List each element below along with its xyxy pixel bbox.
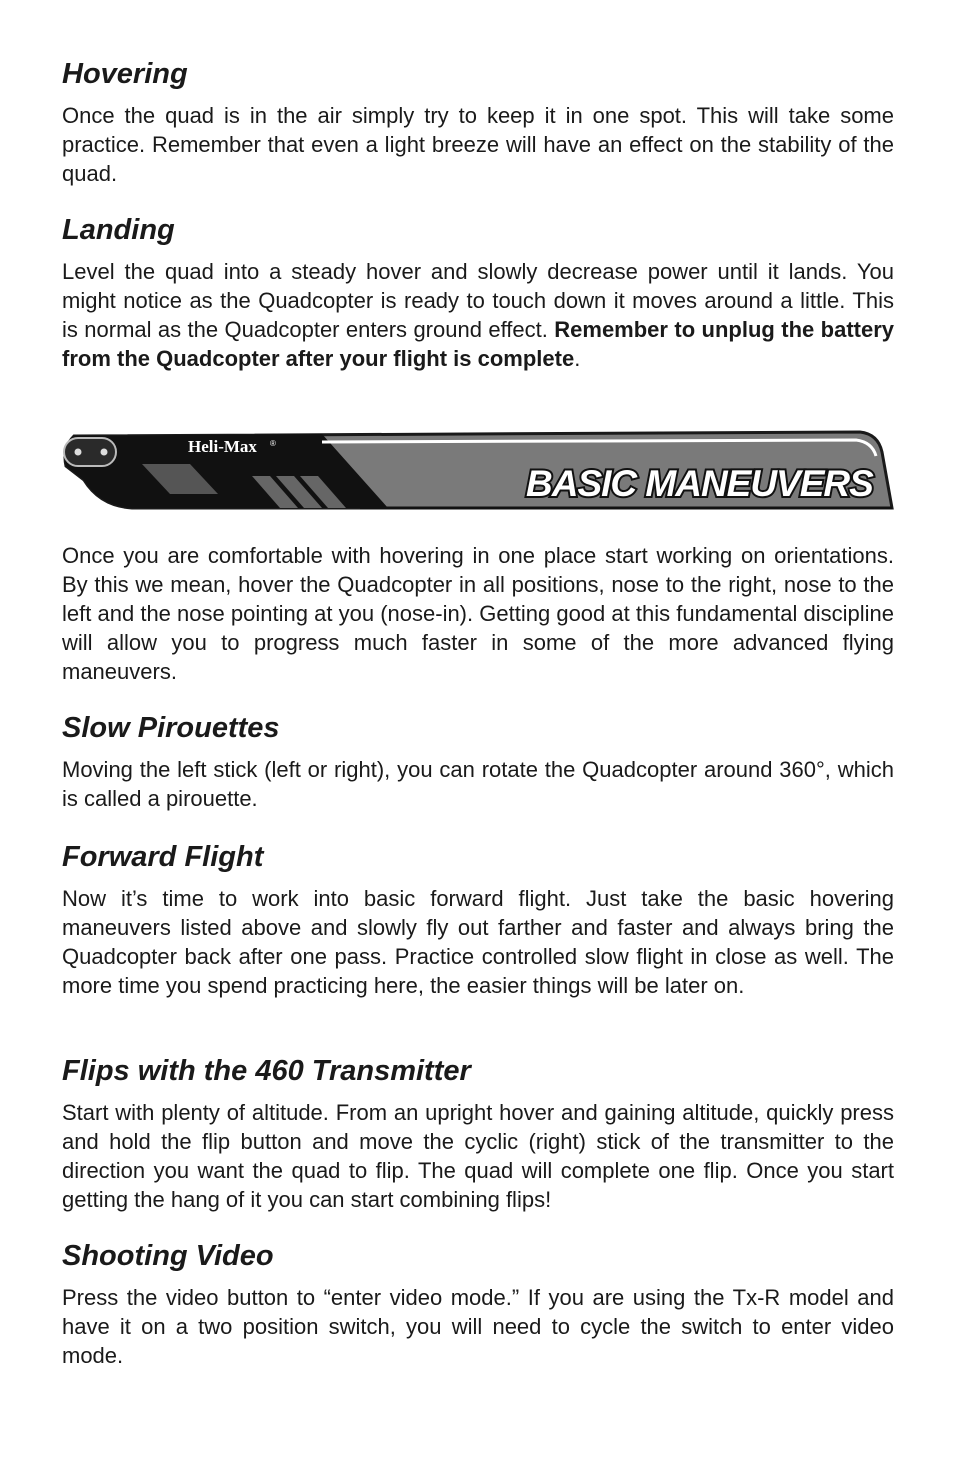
- banner-title: BASIC MANEUVERS: [526, 463, 873, 504]
- section-body: Once you are comfortable with hovering in one place start working on orientations. By this we mean, hover the Quadcopter in all positions, nose to the right, nose to the left and the nose pointing at you (nose-in). Getting good at this fundamental discipline will allow you to progress much faster in some of the more advanced flying maneuvers.: [62, 543, 894, 684]
- section-flips: [62, 1053, 894, 1214]
- landing-body-text: Level the quad into a steady hover and slowly decrease power until it lands. You might notice as the Quadcopter is ready to touch down it moves around a little. This is normal as the Quadcopter enters ground effect.: [62, 259, 894, 342]
- registered-mark: ®: [270, 439, 276, 448]
- section-pirouettes: [62, 710, 894, 813]
- section-title: Shooting Video: [62, 1240, 274, 1272]
- section-shooting-video: [62, 1238, 894, 1370]
- section-body: Press the video button to “enter video mode.” If you are using the Tx-R model and have it on a two position switch, you will need to cycle the switch to enter video mode.: [62, 1285, 894, 1368]
- section-title: Flips with the 460 Transmitter: [62, 1055, 471, 1087]
- section-body: [62, 257, 894, 373]
- section-forward-flight: [62, 839, 894, 1000]
- section-body: Start with plenty of altitude. From an upright hover and gaining altitude, quickly press and hold the flip button and move the cyclic (right) stick of the transmitter to the direction you want the quad to flip. The quad will complete one flip. Once you start getting the hang of it you can start combining flips!: [62, 1100, 894, 1212]
- section-title: Forward Flight: [62, 841, 264, 873]
- section-body: Once the quad is in the air simply try to keep it in one spot. This will take some practice. Remember that even a light breeze will have an effect on the stability of the quad.: [62, 103, 894, 186]
- landing-body-end: .: [574, 346, 581, 371]
- section-banner: [60, 428, 894, 512]
- section-title: Slow Pirouettes: [62, 712, 280, 744]
- section-title: Landing: [62, 214, 175, 246]
- section-landing: [62, 212, 894, 373]
- brand-logo: Heli-Max: [188, 437, 257, 456]
- section-title: Hovering: [62, 58, 188, 90]
- section-intro: [62, 541, 894, 686]
- section-body: Moving the left stick (left or right), you can rotate the Quadcopter around 360°, which is called a pirouette.: [62, 757, 894, 811]
- landing-body-bold: Remember to unplug the battery from the Quadcopter after your flight is complete: [62, 317, 894, 371]
- section-body: Now it’s time to work into basic forward flight. Just take the basic hovering maneuvers listed above and slowly fly out farther and faster and always bring the Quadcopter back after one pass. Practice controlled slow flight in close as well. The more time you spend practicing here, the easier things will be later on.: [62, 886, 894, 998]
- banner-text-layer: [60, 428, 894, 512]
- section-hovering: [62, 56, 894, 188]
